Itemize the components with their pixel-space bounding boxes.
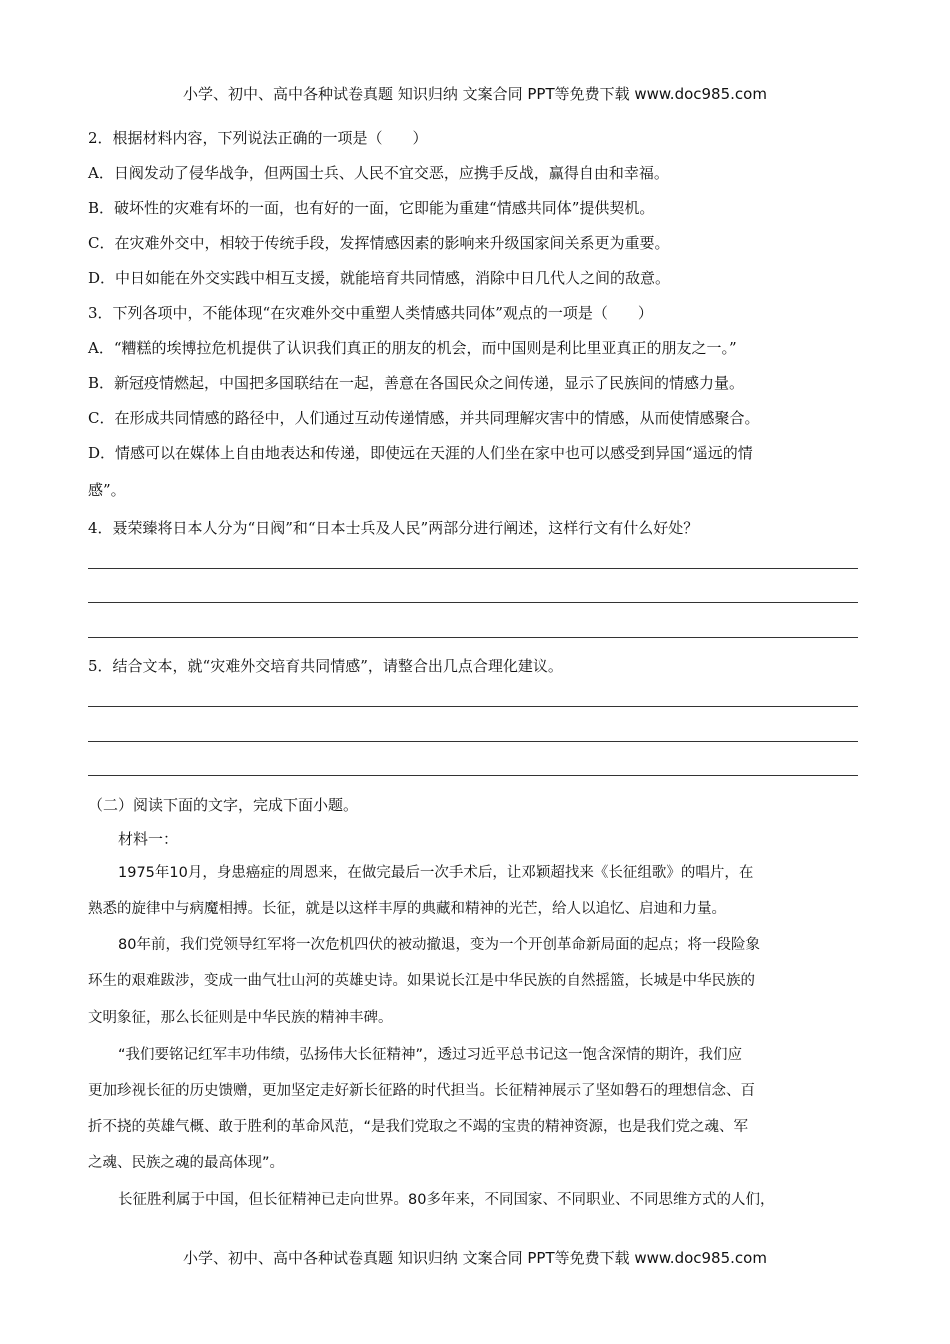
question-3-stem: 3．下列各项中，不能体现“在灾难外交中重塑人类情感共同体”观点的一项是（ ） [88,304,653,322]
q3-option-d: D．情感可以在媒体上自由地表达和传递，即使远在天涯的人们坐在家中也可以感受到异国“遥远的情 [88,444,753,462]
passage-line: 熟悉的旋律中与病魔相搏。长征，就是以这样丰厚的典藏和精神的光芒，给人以追忆、启迪和力量。 [88,901,726,917]
q2-option-a: A．日阀发动了侵华战争，但两国士兵、人民不宜交恶，应携手反战，赢得自由和幸福。 [88,164,669,182]
answer-line [88,706,858,707]
question-2-stem: 2．根据材料内容，下列说法正确的一项是（ ） [88,129,428,147]
passage-line: 更加珍视长征的历史馈赠，更加坚定走好新长征路的时代担当。长征精神展示了坚如磐石的理想信念、百 [88,1083,755,1099]
answer-line [88,775,858,776]
q3-option-c: C．在形成共同情感的路径中，人们通过互动传递情感，并共同理解灾害中的情感，从而使情感聚合。 [88,409,760,427]
passage-line: 1975年10月，身患癌症的周恩来，在做完最后一次手术后，让邓颖超找来《长征组歌》的唱片，在 [118,865,754,881]
passage-line: 80年前，我们党领导红军将一次危机四伏的被动撤退，变为一个开创革命新局面的起点；将一段险象 [118,937,760,953]
question-4-stem: 4．聂荣臻将日本人分为“日阀”和“日本士兵及人民”两部分进行阐述，这样行文有什么好处？ [88,519,699,537]
page-footer: 小学、初中、高中各种试卷真题 知识归纳 文案合同 PPT等免费下载 www.doc985.com [183,1249,767,1267]
page-header: 小学、初中、高中各种试卷真题 知识归纳 文案合同 PPT等免费下载 www.doc985.com [183,85,767,103]
q3-option-d-cont: 感”。 [88,481,126,499]
q3-option-a: A．“糟糕的埃博拉危机提供了认识我们真正的朋友的机会，而中国则是利比里亚真正的朋友之一。” [88,339,737,357]
passage-line: 文明象征，那么长征则是中华民族的精神丰碑。 [88,1010,393,1026]
q2-option-c: C．在灾难外交中，相较于传统手段，发挥情感因素的影响来升级国家间关系更为重要。 [88,234,670,252]
passage-line: “我们要铭记红军丰功伟绩，弘扬伟大长征精神”，透过习近平总书记这一饱含深情的期许，我们应 [118,1047,743,1063]
passage-line: 折不挠的英雄气概、敢于胜利的革命风范，“是我们党取之不竭的宝贵的精神资源，也是我们党之魂、军 [88,1119,749,1135]
answer-line [88,637,858,638]
q3-option-b: B．新冠疫情燃起，中国把多国联结在一起，善意在各国民众之间传递，显示了民族间的情感力量。 [88,374,745,392]
passage-line: 长征胜利属于中国，但长征精神已走向世界。80多年来，不同国家、不同职业、不同思维方式的人们， [118,1192,775,1208]
question-5-stem: 5．结合文本，就“灾难外交培育共同情感”，请整合出几点合理化建议。 [88,657,563,675]
answer-line [88,602,858,603]
q2-option-b: B．破坏性的灾难有坏的一面，也有好的一面，它即能为重建“情感共同体”提供契机。 [88,199,655,217]
answer-line [88,741,858,742]
answer-line [88,568,858,569]
q2-option-d: D．中日如能在外交实践中相互支援，就能培育共同情感，消除中日几代人之间的敌意。 [88,269,671,287]
passage-line: 环生的艰难跋涉，变成一曲气壮山河的英雄史诗。如果说长江是中华民族的自然摇篮，长城是中华民族的 [88,973,755,989]
passage-line: 之魂、民族之魂的最高体现”。 [88,1155,285,1171]
material-label: 材料一： [118,830,179,848]
section-2-title: （二）阅读下面的文字，完成下面小题。 [88,796,359,814]
